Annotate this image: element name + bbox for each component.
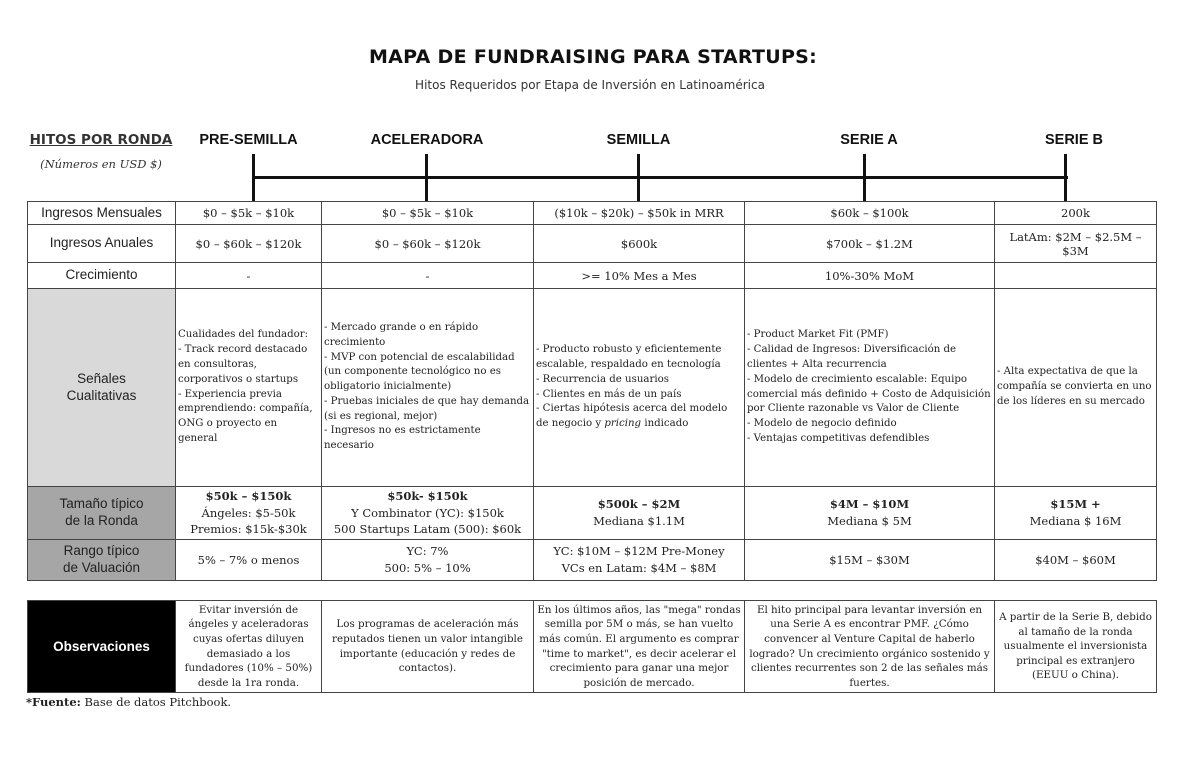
stage-pre-semilla: PRE-SEMILLA [199,132,298,148]
page-title: MAPA DE FUNDRAISING PARA STARTUPS: [368,46,818,68]
row-label-senales-cualitativas: Señales Cualitativas [28,289,176,487]
table-cell: >= 10% Mes a Mes [534,263,745,289]
qualitative-cell-serie-b: - Alta expectativa de que la compañía se convierta en uno de los líderes en su mercado [995,289,1157,487]
table-row [28,202,1157,225]
round-size-pre-semilla: $50k – $150k Ángeles: $5-50k Premios: $15k-$30k [176,487,322,540]
table-row [28,225,1157,263]
table-cell: 10%-30% MoM [745,263,995,289]
row-label-ingresos-anuales: Ingresos Anuales [28,225,176,263]
qualitative-cell-pre-semilla: Cualidades del fundador: - Track record destacado en consultoras, corporativos o startups - Experiencia previa emprendiendo: compañía, ONG o proyecto en general [176,289,322,487]
table-row [28,289,1157,487]
stage-semilla: SEMILLA [606,132,671,148]
table-cell: $0 – $5k – $10k [322,202,534,225]
observation-aceleradora: Los programas de aceleración más reputados tienen un valor intangible importante (educación y redes de contactos). [322,601,534,693]
table-row [28,487,1157,540]
valuation-serie-a: $15M – $30M [745,540,995,581]
qualitative-cell-serie-a: - Product Market Fit (PMF) - Calidad de Ingresos: Diversificación de clientes + Alta recurrencia - Modelo de crecimiento escalable: Equipo comercial más definido + Costo de Adquisición por Cliente razonable vs Valor de Cliente - Modelo de negocio definido - Ventajas competitivas defendibles [745,289,995,487]
valuation-serie-b: $40M – $60M [995,540,1157,581]
round-size-aceleradora: $50k- $150k Y Combinator (YC): $150k 500 Startups Latam (500): $60k [322,487,534,540]
table-row [28,263,1157,289]
currency-note: (Números en USD $) [40,157,162,171]
observaciones-label: Observaciones [28,601,176,693]
observation-serie-b: A partir de la Serie B, debido al tamaño de la ronda usualmente el inversionista principal es extranjero (EEUU o China). [995,601,1157,693]
valuation-semilla: YC: $10M – $12M Pre-Money VCs en Latam: $4M – $8M [534,540,745,581]
round-size-serie-b: $15M + Mediana $ 16M [995,487,1157,540]
valuation-pre-semilla: 5% – 7% o menos [176,540,322,581]
timeline-tick [252,154,255,201]
hitos-label: HITOS POR RONDA [29,132,173,148]
table-cell: $600k [534,225,745,263]
table-row [28,601,1157,693]
table-cell: $0 – $60k – $120k [322,225,534,263]
table-cell: - [322,263,534,289]
page-subtitle: Hitos Requeridos por Etapa de Inversión en Latinoamérica [415,78,765,92]
row-label-crecimiento: Crecimiento [28,263,176,289]
row-label-rango-valuacion: Rango típico de Valuación [28,540,176,581]
table-cell [995,263,1157,289]
table-cell: 200k [995,202,1157,225]
table-cell: ($10k – $20k) – $50k in MRR [534,202,745,225]
table-cell: $0 – $60k – $120k [176,225,322,263]
timeline-tick [863,154,866,201]
round-size-semilla: $500k – $2M Mediana $1.1M [534,487,745,540]
timeline-line [253,176,1068,179]
stage-serie-a: SERIE A [840,132,898,148]
table-cell: LatAm: $2M – $2.5M – $3M [995,225,1157,263]
source-note: *Fuente: Base de datos Pitchbook. [26,695,232,709]
stage-serie-b: SERIE B [1044,132,1103,148]
table-cell: - [176,263,322,289]
stage-aceleradora: ACELERADORA [370,132,484,148]
table-row [28,540,1157,581]
timeline-tick [425,154,428,201]
observation-semilla: En los últimos años, las "mega" rondas semilla por 5M o más, se han vuelto más común. El argumento es comprar "time to market", es decir acelerar el crecimiento para ganar una mejor posición de mercado. [534,601,745,693]
row-label-tamano-ronda: Tamaño típico de la Ronda [28,487,176,540]
round-size-serie-a: $4M – $10M Mediana $ 5M [745,487,995,540]
table-cell: $0 – $5k – $10k [176,202,322,225]
row-label-ingresos-mensuales: Ingresos Mensuales [28,202,176,225]
table-cell: $700k – $1.2M [745,225,995,263]
milestones-table [27,201,1157,581]
observation-serie-a: El hito principal para levantar inversión en una Serie A es encontrar PMF. ¿Cómo convencer al Venture Capital de haberlo logrado? Un crecimiento orgánico sostenido y clientes recurrentes son 2 de las señales más fuertes. [745,601,995,693]
qualitative-cell-semilla: - Producto robusto y eficientemente escalable, respaldado en tecnología - Recurrencia de usuarios - Clientes en más de un país - Ciertas hipótesis acerca del modelo de negocio y pricing indicado [534,289,745,487]
observation-pre-semilla: Evitar inversión de ángeles y aceleradoras cuyas ofertas diluyen demasiado a los fundadores (10% – 50%) desde la 1ra ronda. [176,601,322,693]
observaciones-table [27,600,1157,693]
qualitative-cell-aceleradora: - Mercado grande o en rápido crecimiento - MVP con potencial de escalabilidad (un componente tecnológico no es obligatorio inicialmente) - Pruebas iniciales de que hay demanda (si es regional, mejor) - Ingresos no es estrictamente necesario [322,289,534,487]
timeline-tick [1064,154,1067,201]
table-cell: $60k – $100k [745,202,995,225]
timeline-tick [637,154,640,201]
valuation-aceleradora: YC: 7% 500: 5% – 10% [322,540,534,581]
